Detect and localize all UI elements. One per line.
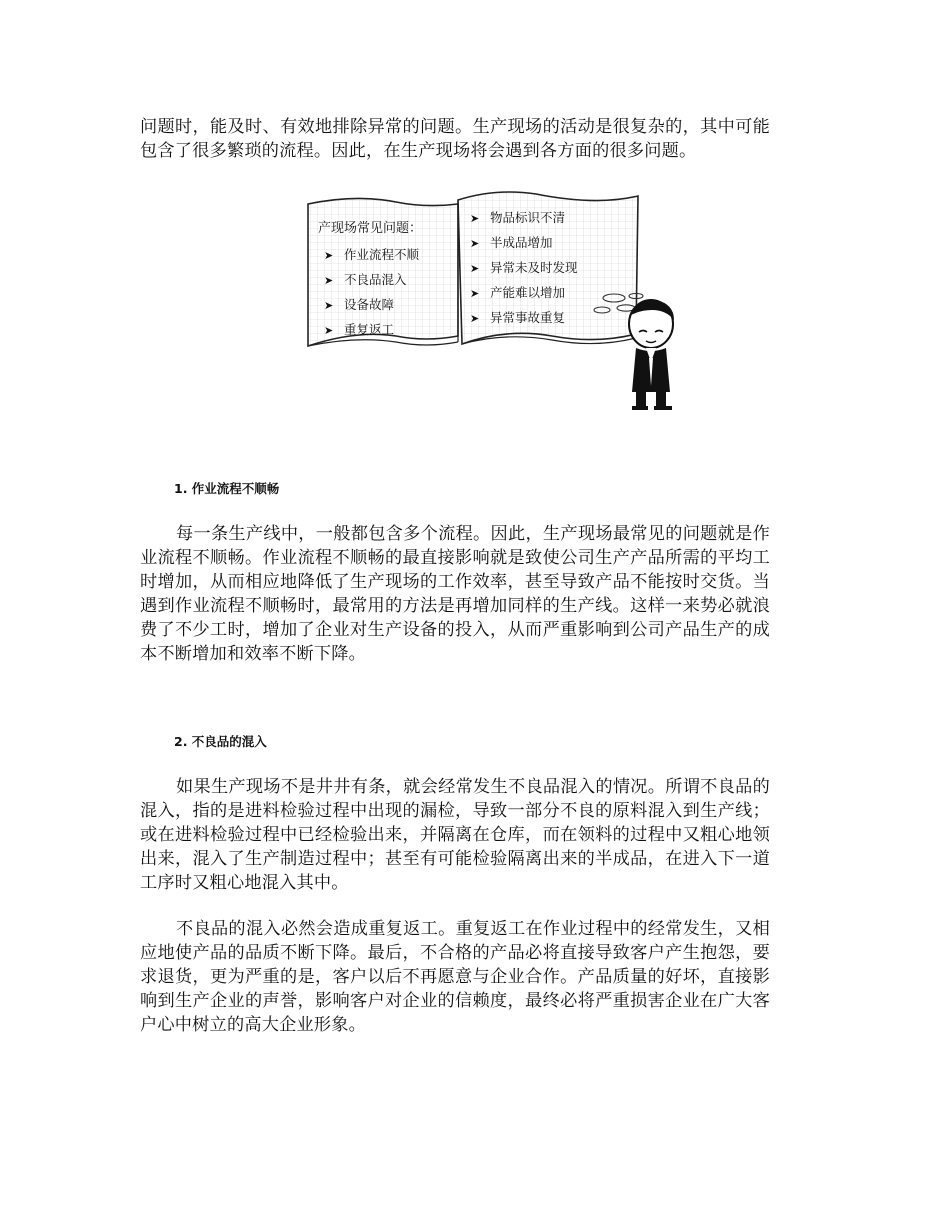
list-item: ➤ 物品标识不清 (470, 206, 578, 231)
bullet-arrow-icon: ➤ (324, 274, 334, 287)
list-item: ➤ 异常事故重复 (470, 306, 578, 331)
problems-illustration (296, 186, 692, 416)
section-heading: 1. 作业流程不顺畅 (174, 481, 280, 496)
bullet-arrow-icon: ➤ (470, 287, 480, 300)
bullet-arrow-icon: ➤ (470, 262, 480, 275)
bullet-arrow-icon: ➤ (470, 212, 480, 225)
left-problem-list (324, 243, 419, 343)
body-paragraph: 如果生产现场不是井井有条，就会经常发生不良品混入的情况。所谓不良品的混入，指的是进料检验过程中出现的漏检，导致一部分不良的原料混入到生产线；或在进料检验过程中已经检验出来，并隔离在仓库，而在领料的过程中又粗心地领出来，混入了生产制造过程中；甚至有可能检验隔离出来的半成品，在进入下一道工序时又粗心地混入其中。 (140, 777, 770, 893)
list-item: ➤ 不良品混入 (324, 268, 419, 293)
bullet-arrow-icon: ➤ (324, 249, 334, 262)
section-heading: 2. 不良品的混入 (174, 734, 267, 749)
list-item: ➤ 异常未及时发现 (470, 256, 578, 281)
list-item: ➤ 设备故障 (324, 293, 419, 318)
list-item: ➤ 作业流程不顺 (324, 243, 419, 268)
bullet-arrow-icon: ➤ (470, 312, 480, 325)
list-item: ➤ 半成品增加 (470, 231, 578, 256)
intro-paragraph: 问题时，能及时、有效地排除异常的问题。生产现场的活动是很复杂的，其中可能包含了很多繁琐的流程。因此，在生产现场将会遇到各方面的很多问题。 (140, 117, 770, 161)
body-paragraph: 不良品的混入必然会造成重复返工。重复返工在作业过程中的经常发生，又相应地使产品的品质不断下降。最后，不合格的产品必将直接导致客户产生抱怨，要求退货，更为严重的是，客户以后不再愿意与企业合作。产品质量的好坏，直接影响到生产企业的声誉，影响客户对企业的信赖度，最终必将严重损害企业在广大客户心中树立的高大企业形象。 (140, 919, 770, 1035)
right-problem-list (470, 206, 578, 331)
bullet-arrow-icon: ➤ (470, 237, 480, 250)
list-item: ➤ 产能难以增加 (470, 281, 578, 306)
bullet-arrow-icon: ➤ (324, 299, 334, 312)
figure-title: 产现场常见问题： (318, 221, 423, 236)
body-paragraph: 每一条生产线中，一般都包含多个流程。因此，生产现场最常见的问题就是作业流程不顺畅。作业流程不顺畅的最直接影响就是致使公司生产产品所需的平均工时增加，从而相应地降低了生产现场的工作效率，甚至导致产品不能按时交货。当遇到作业流程不顺畅时，最常用的方法是再增加同样的生产线。这样一来势必就浪费了不少工时，增加了企业对生产设备的投入，从而严重影响到公司产品生产的成本不断增加和效率不断下降。 (140, 524, 770, 664)
list-item: ➤ 重复返工 (324, 318, 419, 343)
bullet-arrow-icon: ➤ (324, 324, 334, 337)
cartoon-man-icon (629, 300, 674, 410)
